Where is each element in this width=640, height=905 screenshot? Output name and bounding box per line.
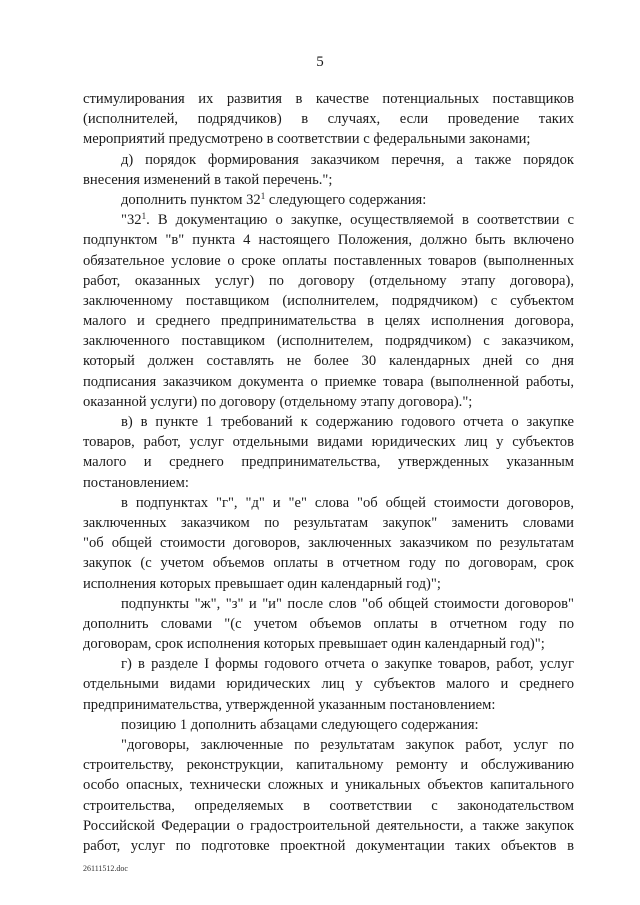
text-line: отдельными видами юридических лиц у субъектов малого и среднего	[83, 676, 574, 693]
text-line: дополнить словами "(с учетом объемов оплаты в отчетном году по	[83, 615, 574, 632]
text-line: заключенному поставщиком (исполнителем, подрядчиком) с субъектом	[83, 292, 574, 309]
text-line: закупок (с учетом объемов оплаты в отчетном году по договорам, срок	[83, 555, 574, 572]
text-line: предпринимательства, утвержденной указанным постановлением:	[83, 696, 496, 713]
text-line: который должен составлять не более 30 календарных дней со дня	[83, 353, 574, 370]
text-line: работ, услуг по подготовке проектной документации таких объектов в	[83, 837, 574, 854]
document-body	[83, 89, 574, 856]
page-number: 5	[316, 54, 324, 70]
text-line: стимулирования их развития в качестве потенциальных поставщиков	[83, 91, 574, 107]
text-line: заключенных заказчиком по результатам закупок" заменить словами	[83, 514, 574, 531]
text-line: строительству, реконструкции, капитальному ремонту и обслуживанию	[83, 757, 574, 774]
text-line: внесения изменений в такой перечень.";	[83, 171, 333, 188]
text-line: малого и среднего предпринимательства, утвержденных указанным	[83, 454, 574, 471]
text-line: д) порядок формирования заказчиком перечня, а также порядок	[121, 151, 574, 168]
superscript: 1	[141, 211, 147, 222]
text-line: мероприятий предусмотрено в соответствии с федеральными законами;	[83, 131, 531, 148]
superscript: 1	[260, 190, 266, 201]
text-line: позицию 1 дополнить абзацами следующего содержания:	[121, 716, 479, 733]
text-line: малого и среднего предпринимательства в целях исполнения договора,	[83, 313, 574, 330]
file-name-footer: 26111512.doc	[83, 864, 128, 873]
text-line: заключенного поставщиком (исполнителем, подрядчиком) с заказчиком,	[83, 333, 574, 350]
text-line: подпункты "ж", "з" и "и" после слов "об общей стоимости договоров"	[121, 595, 574, 612]
text-line: г) в разделе I формы годового отчета о закупке товаров, работ, услуг	[121, 656, 574, 673]
text-line: договорам, срок исполнения которых превышает один календарный год)";	[83, 636, 545, 653]
text-line: Российской Федерации о градостроительной деятельности, а также закупок	[83, 817, 574, 834]
text-line: особо опасных, технически сложных и уникальных объектов капитального	[83, 777, 574, 794]
text-line: в) в пункте 1 требований к содержанию годового отчета о закупке	[121, 414, 574, 430]
text-line: подпунктом "в" пункта 4 настоящего Положения, должно быть включено	[83, 232, 574, 249]
text-line: дополнить пунктом $32^1$ следующего содержания:	[121, 190, 427, 208]
text-line: "об общей стоимости договоров, заключенных заказчиком по результатам	[83, 535, 574, 552]
text-line: строительства, определяемых в соответствии с законодательством	[83, 797, 574, 814]
text-line: оказанной услуги) по договору (отдельному этапу договора).";	[83, 393, 473, 410]
text-line: постановлением:	[83, 474, 189, 491]
text-line: обязательное условие о сроке оплаты поставленных товаров (выполненных	[83, 252, 574, 269]
text-line: "договоры, заключенные по результатам закупок работ, услуг по	[121, 737, 574, 753]
text-line: (исполнителей, подрядчиков) в случаях, если проведение таких	[83, 111, 574, 128]
text-line: товаров, работ, услуг отдельными видами юридических лиц у субъектов	[83, 434, 574, 451]
text-line: работ, оказанных услуг) по договору (отдельному этапу договора),	[83, 272, 574, 289]
text-line: в подпунктах "г", "д" и "е" слова "об общей стоимости договоров,	[121, 494, 574, 511]
text-line: подписания заказчиком документа о приемке товара (выполненной работы,	[83, 373, 574, 390]
text-line: "$32^1$. В документацию о закупке, осуществляемой в соответствии с	[121, 211, 574, 229]
text-line: исполнения которых превышает один календарный год)";	[83, 575, 441, 592]
